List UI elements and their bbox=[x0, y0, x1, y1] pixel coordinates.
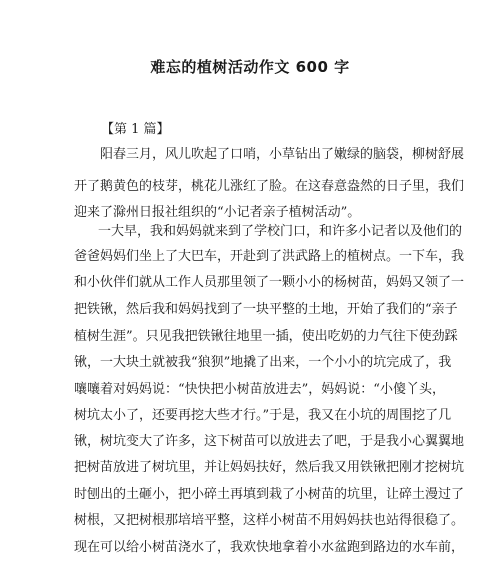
paragraph-line: 一大早，我和妈妈就来到了学校门口，和许多小记者以及他们的 bbox=[98, 224, 463, 239]
section-label: 【第 1 篇】 bbox=[101, 122, 170, 137]
paragraph-line: 爸爸妈妈们坐上了大巴车，开赴到了洪武路上的植树点。一下车，我 bbox=[74, 249, 465, 264]
paragraph-line: 把树苗放进了树坑里，并让妈妈扶好，然后我又用铁锹把刚才挖树坑 bbox=[74, 460, 465, 475]
paragraph-line: 植树生涯”。只见我把铁锹往地里一插，使出吃奶的力气往下使劲踩 bbox=[74, 329, 458, 344]
paragraph-line: 和小伙伴们就从工作人员那里领了一颗小小的杨树苗，妈妈又领了一 bbox=[74, 275, 465, 290]
paragraph-line: 树坑太小了，还要再挖大些才行。”于是，我又在小坑的周围挖了几 bbox=[74, 408, 452, 423]
paragraph-line: 开了鹅黄色的枝芽，桃花儿涨红了脸。在这春意盎然的日子里，我们 bbox=[74, 179, 465, 194]
paragraph-line: 锹，树坑变大了许多，这下树苗可以放进去了吧，于是我小心翼翼地 bbox=[74, 434, 465, 449]
paragraph-line: 现在可以给小树苗浇水了，我欢快地拿着小水盆跑到路边的水车前， bbox=[74, 540, 465, 555]
paragraph-line: 时刨出的土砸小，把小碎土再填到栽了小树苗的坑里，让碎土漫过了 bbox=[74, 487, 465, 502]
paragraph-line: 嚷嚷着对妈妈说：“快快把小树苗放进去”，妈妈说：“小傻丫头， bbox=[74, 382, 445, 397]
paragraph-line: 把铁锹，然后我和妈妈找到了一块平整的土地，开始了我们的“亲子 bbox=[74, 302, 458, 317]
paragraph-line: 锹，一大块土就被我“狼狈”地撬了出来，一个小小的坑完成了，我 bbox=[74, 355, 452, 370]
document-title: 难忘的植树活动作文 600 字 bbox=[150, 58, 350, 76]
paragraph-line: 树根，又把树根那培培平整，这样小树苗不用妈妈扶也站得很稳了。 bbox=[74, 513, 465, 528]
paragraph-line: 迎来了滁州日报社组织的“小记者亲子植树活动”。 bbox=[74, 205, 361, 220]
paragraph-line: 阳春三月，风儿吹起了口哨，小草钻出了嫩绿的脑袋，柳树舒展 bbox=[100, 147, 465, 162]
